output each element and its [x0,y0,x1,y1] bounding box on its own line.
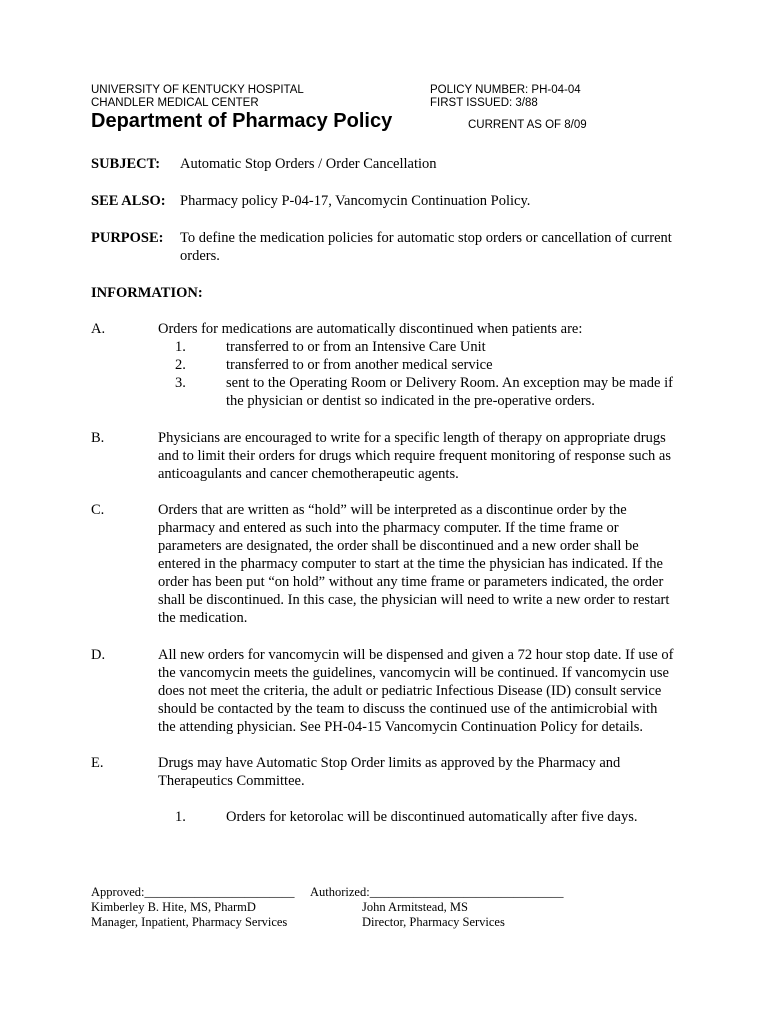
section-b-letter: B. [91,430,105,446]
section-a-item-number: 3. [175,375,186,391]
section-a-letter: A. [91,321,106,337]
section-e-item-text: Orders for ketorolac will be discontinued automatically after five days. [226,809,638,825]
subject-label: SUBJECT: [91,156,161,172]
section-a-item-text: the physician or dentist so indicated in the pre-operative orders. [226,393,595,409]
section-c-line: order has been put “on hold” without any time frame or parameters indicated, the order [158,574,664,590]
document-title: Department of Pharmacy Policy [91,110,393,132]
section-c-line: entered in the pharmacy computer to start at the time the physician has indicated. If the [158,556,663,572]
section-a-intro: Orders for medications are automatically discontinued when patients are: [158,321,583,337]
section-a-item-text: transferred to or from another medical service [226,357,493,373]
policy-number: POLICY NUMBER: PH-04-04 [430,84,581,96]
section-b-line: and to limit their orders for drugs which require frequent monitoring of response such as [158,448,672,464]
approver-title: Manager, Inpatient, Pharmacy Services [91,915,288,929]
information-heading: INFORMATION: [91,285,203,301]
section-d-line: the vancomycin meets the guidelines, vancomycin will be continued. If vancomycin use [158,665,669,681]
section-d-line: All new orders for vancomycin will be dispensed and given a 72 hour stop date. If use of [158,647,674,663]
section-c-line: Orders that are written as “hold” will be interpreted as a discontinue order by the [158,502,627,518]
section-c-line: the medication. [158,610,248,626]
section-a-item-text: transferred to or from an Intensive Care Unit [226,339,486,355]
section-b-line: Physicians are encouraged to write for a specific length of therapy on appropriate drugs [158,430,666,446]
authorizer-title: Director, Pharmacy Services [362,915,505,929]
section-d-line: the attending physician. See PH-04-15 Vancomycin Continuation Policy for details. [158,719,643,735]
section-e-line: Drugs may have Automatic Stop Order limits as approved by the Pharmacy and [158,755,621,771]
approved-signature-line: Approved:________________________ [91,885,295,899]
approver-name: Kimberley B. Hite, MS, PharmD [91,900,256,914]
section-e-item-number: 1. [175,809,186,825]
org-name-line2: CHANDLER MEDICAL CENTER [91,97,259,109]
first-issued: FIRST ISSUED: 3/88 [430,97,538,109]
section-c-line: parameters are designated, the order shall be discontinued and a new order shall be [158,538,639,554]
section-b-line: anticoagulants and cancer chemotherapeutic agents. [158,466,459,482]
authorizer-name: John Armitstead, MS [362,900,468,914]
see-also-label: SEE ALSO: [91,193,166,209]
purpose-line-1: To define the medication policies for automatic stop orders or cancellation of current [180,230,672,246]
section-c-line: shall be discontinued. In this case, the physician will need to write a new order to restart [158,592,670,608]
authorized-signature-line: Authorized:_______________________________ [310,885,564,899]
purpose-label: PURPOSE: [91,230,164,246]
org-name-line1: UNIVERSITY OF KENTUCKY HOSPITAL [91,84,304,96]
section-d-line: does not meet the criteria, the adult or pediatric Infectious Disease (ID) consult service [158,683,662,699]
section-a-item-text: sent to the Operating Room or Delivery Room. An exception may be made if [226,375,673,391]
purpose-line-2: orders. [180,248,220,264]
current-as-of: CURRENT AS OF 8/09 [468,119,587,131]
section-a-item-number: 2. [175,357,186,373]
section-a-item-number: 1. [175,339,186,355]
see-also-text: Pharmacy policy P-04-17, Vancomycin Continuation Policy. [180,193,531,209]
section-d-letter: D. [91,647,106,663]
section-e-line: Therapeutics Committee. [158,773,305,789]
section-e-letter: E. [91,755,104,771]
section-c-letter: C. [91,502,105,518]
section-c-line: pharmacy and entered as such into the pharmacy computer. If the time frame or [158,520,619,536]
section-d-line: should be contacted by the team to discuss the continued use of the antimicrobial with [158,701,658,717]
subject-text: Automatic Stop Orders / Order Cancellation [180,156,437,172]
